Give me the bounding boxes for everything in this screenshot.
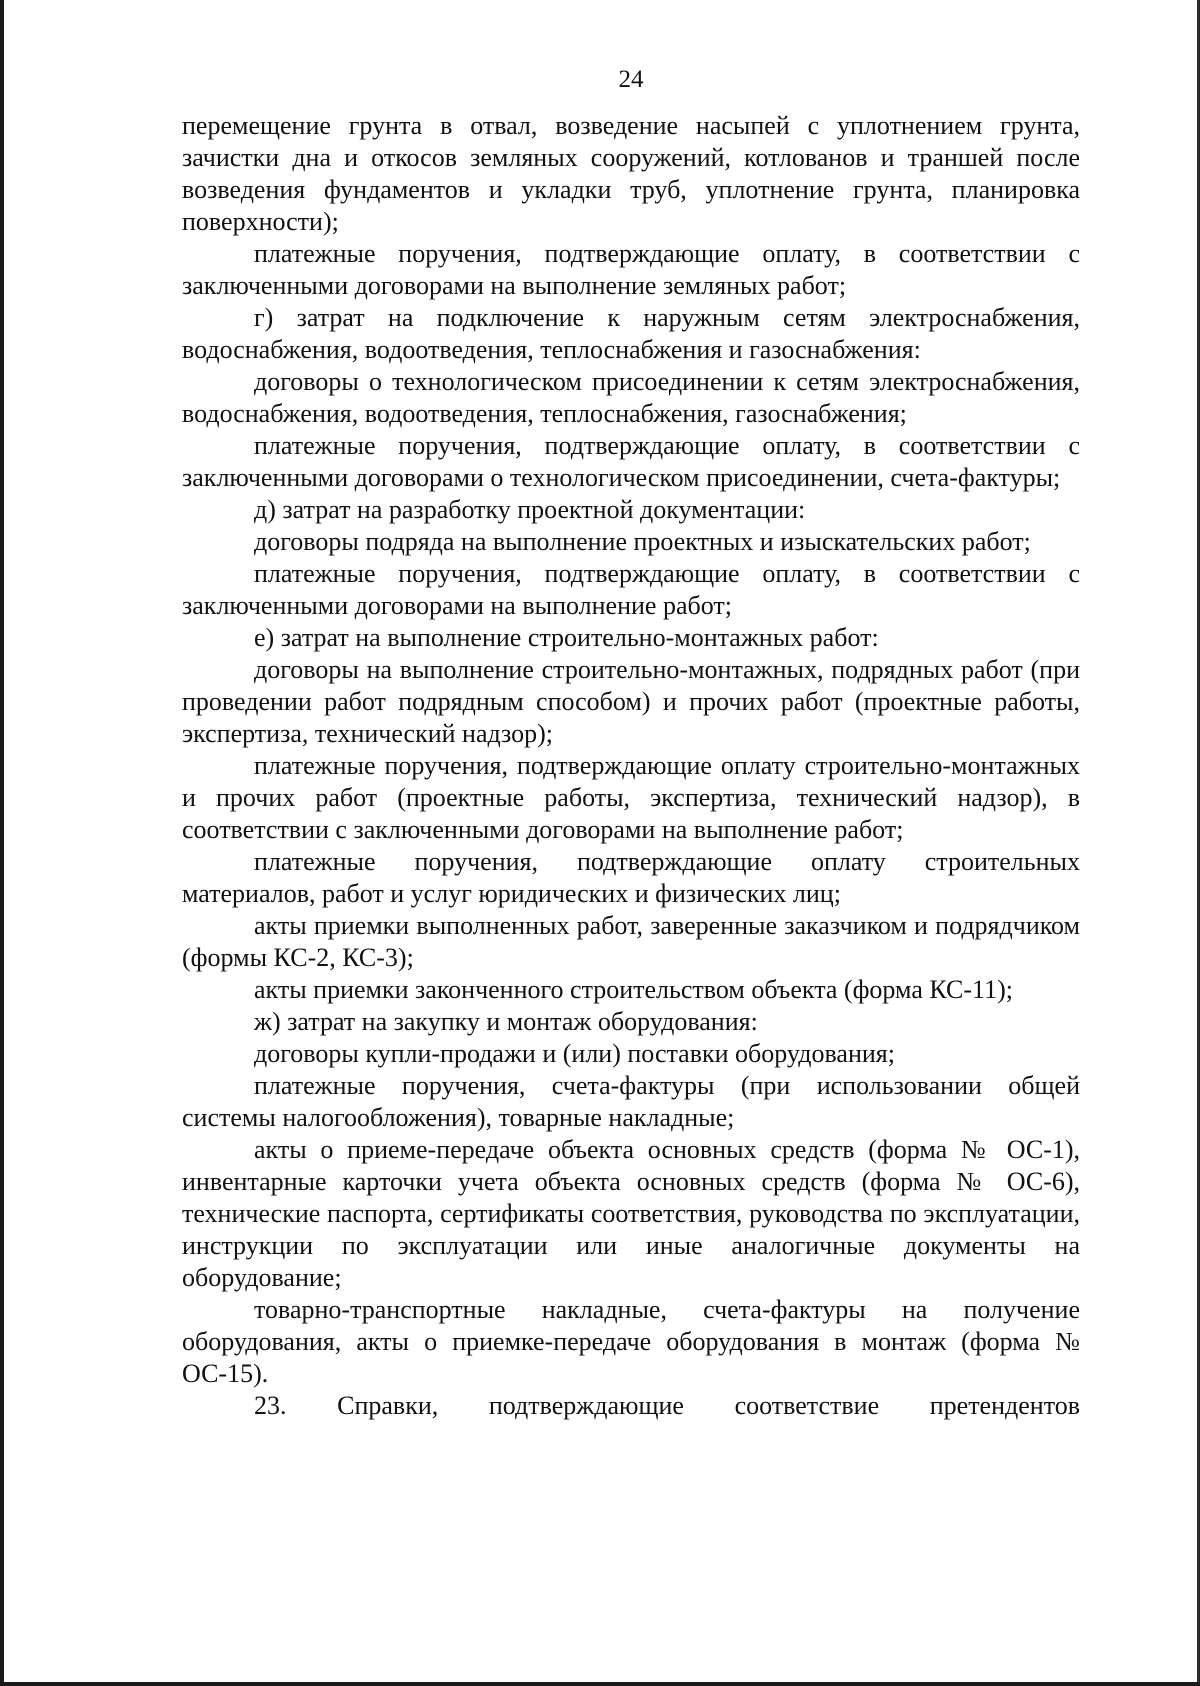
paragraph: платежные поручения, счета-фактуры (при использовании общей системы налогообложения), товарные накладные; — [182, 1071, 1080, 1132]
paragraph: платежные поручения, подтверждающие оплату, в соответствии с заключенными договорами о технологическом присоединении, счета-фактуры; — [182, 431, 1080, 492]
paragraph: акты приемки выполненных работ, заверенные заказчиком и подрядчиком (формы КС-2, КС-3); — [182, 911, 1080, 972]
paragraph: платежные поручения, подтверждающие оплату строительно-монтажных и прочих работ (проектные работы, экспертиза, технический надзор), в соответствии с заключенными договорами на выполнение работ; — [182, 751, 1080, 844]
paragraph: договоры купли-продажи и (или) поставки оборудования; — [254, 1039, 895, 1068]
paragraph: платежные поручения, подтверждающие оплату строительных материалов, работ и услуг юридических и физических лиц; — [182, 847, 1080, 908]
paragraph: платежные поручения, подтверждающие оплату, в соответствии с заключенными договорами на выполнение работ; — [182, 559, 1080, 620]
scan-border-left — [0, 0, 4, 1686]
paragraph: договоры о технологическом присоединении к сетям электроснабжения, водоснабжения, водоотведения, теплоснабжения, газоснабжения; — [182, 367, 1080, 428]
paragraph: е) затрат на выполнение строительно-монтажных работ: — [254, 623, 879, 652]
paragraph: товарно-транспортные накладные, счета-фактуры на получение оборудования, акты о приемке-передаче оборудования в монтаж (форма № ОС-15). — [182, 1295, 1080, 1388]
paragraph: перемещение грунта в отвал, возведение насыпей с уплотнением грунта, зачистки дна и откосов земляных сооружений, котлованов и траншей после возведения фундаментов и укладки труб, уплотнение грунта, планировка поверхности); — [182, 111, 1080, 236]
paragraph: акты о приеме-передаче объекта основных средств (форма № ОС-1), инвентарные карточки учета объекта основных средств (форма № ОС-6), технические паспорта, сертификаты соответствия, руководства по эксплуатации, инструкции по эксплуатации или иные аналогичные документы на оборудование; — [182, 1135, 1080, 1292]
paragraph: 23. Справки, подтверждающие соответствие претендентов — [254, 1391, 1080, 1420]
paragraph: платежные поручения, подтверждающие оплату, в соответствии с заключенными договорами на выполнение земляных работ; — [182, 239, 1080, 300]
document-body — [182, 110, 1080, 1422]
paragraph: договоры подряда на выполнение проектных и изыскательских работ; — [254, 527, 1031, 556]
paragraph: г) затрат на подключение к наружным сетям электроснабжения, водоснабжения, водоотведения, теплоснабжения и газоснабжения: — [182, 303, 1080, 364]
scan-border-bottom — [0, 1682, 1200, 1686]
page-number: 24 — [618, 66, 644, 93]
paragraph: договоры на выполнение строительно-монтажных, подрядных работ (при проведении работ подрядным способом) и прочих работ (проектные работы, экспертиза, технический надзор); — [182, 655, 1080, 748]
paragraph: д) затрат на разработку проектной документации: — [254, 495, 806, 524]
paragraph: ж) затрат на закупку и монтаж оборудования: — [254, 1007, 758, 1036]
paragraph: акты приемки законченного строительством объекта (форма КС-11); — [254, 975, 1013, 1004]
